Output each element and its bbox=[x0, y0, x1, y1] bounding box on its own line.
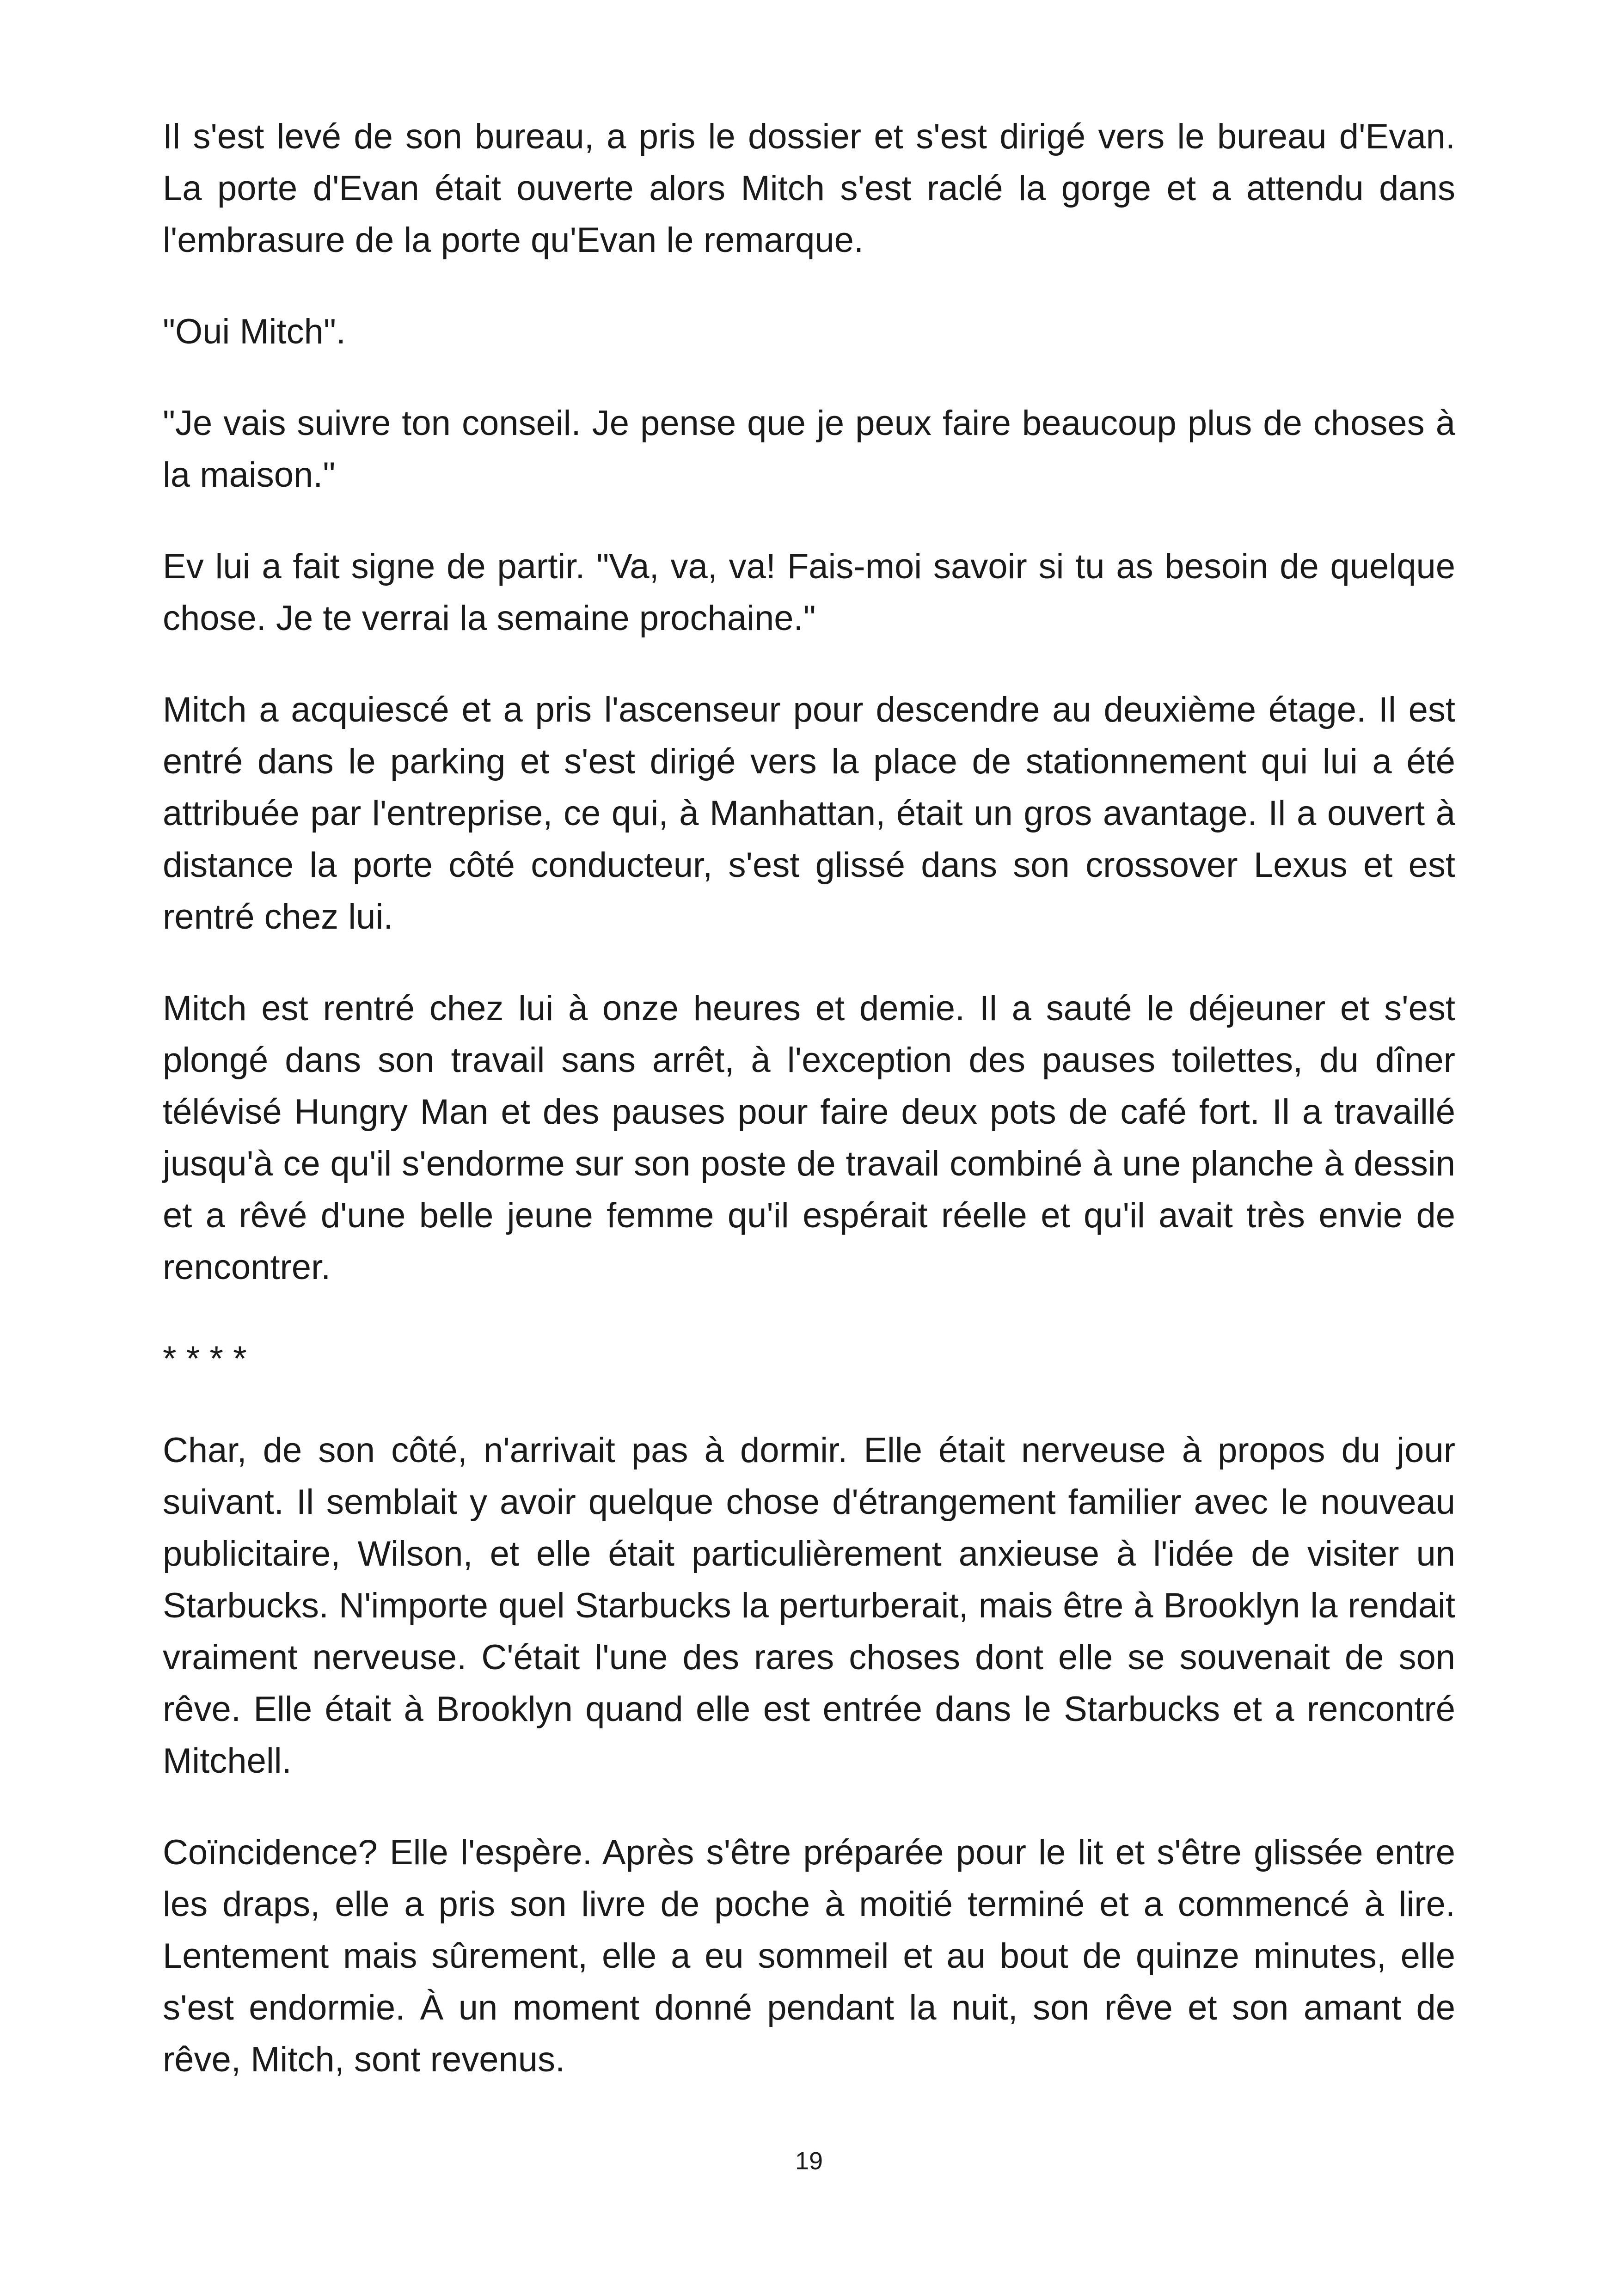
paragraph: "Oui Mitch". bbox=[163, 312, 346, 351]
paragraph: Coïncidence? Elle l'espère. Après s'être préparée pour le lit et s'être glissée entre les draps, elle a pris son livre de poche à moitié terminé et a commencé à lire. Lentement mais sûrement, elle a eu sommeil et au bout de quinze minutes, elle s'est endormie. À un moment donné pendant la nuit, son rêve et son amant de rêve, Mitch, sont revenus. bbox=[163, 1833, 1455, 2079]
paragraph: "Je vais suivre ton conseil. Je pense que je peux faire beaucoup plus de choses à la maison." bbox=[163, 404, 1455, 495]
paragraph: Char, de son côté, n'arrivait pas à dormir. Elle était nerveuse à propos du jour suivant. Il semblait y avoir quelque chose d'étrangement familier avec le nouveau publicitaire, Wilson, et elle était particulièrement anxieuse à l'idée de visiter un Starbucks. N'importe quel Starbucks la perturberait, mais être à Brooklyn la rendait vraiment nerveuse. C'était l'une des rares choses dont elle se souvenait de son rêve. Elle était à Brooklyn quand elle est entrée dans le Starbucks et a rencontré Mitchell. bbox=[163, 1431, 1455, 1781]
scene-break: * * * * bbox=[163, 1339, 247, 1378]
paragraph: Mitch est rentré chez lui à onze heures et demie. Il a sauté le déjeuner et s'est plongé dans son travail sans arrêt, à l'exception des pauses toilettes, du dîner télévisé Hungry Man et des pauses pour faire deux pots de café fort. Il a travaillé jusqu'à ce qu'il s'endorme sur son poste de travail combiné à une planche à dessin et a rêvé d'une belle jeune femme qu'il espérait réelle et qu'il avait très envie de rencontrer. bbox=[163, 989, 1455, 1287]
paragraph: Ev lui a fait signe de partir. "Va, va, va! Fais-moi savoir si tu as besoin de quelque chose. Je te verrai la semaine prochaine." bbox=[163, 547, 1455, 638]
paragraph: Mitch a acquiescé et a pris l'ascenseur pour descendre au deuxième étage. Il est entré dans le parking et s'est dirigé vers la place de stationnement qui lui a été attribuée par l'entreprise, ce qui, à Manhattan, était un gros avantage. Il a ouvert à distance la porte côté conducteur, s'est glissé dans son crossover Lexus et est rentré chez lui. bbox=[163, 690, 1455, 937]
paragraph: Il s'est levé de son bureau, a pris le dossier et s'est dirigé vers le bureau d'Evan. La porte d'Evan était ouverte alors Mitch s'est raclé la gorge et a attendu dans l'embrasure de la porte qu'Evan le remarque. bbox=[163, 117, 1455, 260]
page-number: 19 bbox=[795, 2147, 823, 2175]
document-body bbox=[163, 111, 1455, 2086]
